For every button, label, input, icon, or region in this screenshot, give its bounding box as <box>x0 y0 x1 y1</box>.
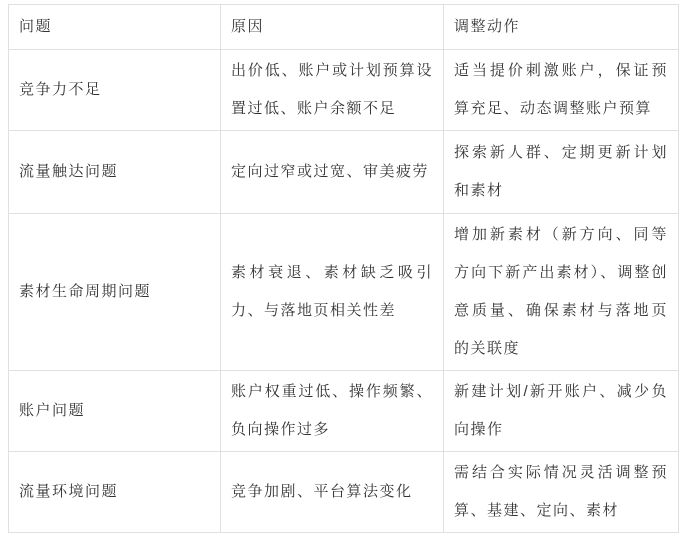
table-header-row <box>9 5 679 50</box>
action-cell: 需结合实际情况灵活调整预算、基建、定向、素材 <box>444 452 679 533</box>
problem-cell: 素材生命周期问题 <box>9 214 221 371</box>
table-header-action: 调整动作 <box>444 5 679 50</box>
table-header-problem: 问题 <box>9 5 221 50</box>
cause-cell: 账户权重过低、操作频繁、负向操作过多 <box>221 371 444 452</box>
cause-cell: 出价低、账户或计划预算设置过低、账户余额不足 <box>221 50 444 131</box>
table-row <box>9 214 679 371</box>
action-cell: 新建计划/新开账户、减少负向操作 <box>444 371 679 452</box>
problem-cell: 流量环境问题 <box>9 452 221 533</box>
cause-cell: 素材衰退、素材缺乏吸引力、与落地页相关性差 <box>221 214 444 371</box>
troubleshooting-table-container <box>8 4 678 533</box>
problem-cell: 账户问题 <box>9 371 221 452</box>
problem-cell: 流量触达问题 <box>9 131 221 214</box>
cause-cell: 定向过窄或过宽、审美疲劳 <box>221 131 444 214</box>
cause-cell: 竞争加剧、平台算法变化 <box>221 452 444 533</box>
action-cell: 探索新人群、定期更新计划和素材 <box>444 131 679 214</box>
table-header-cause: 原因 <box>221 5 444 50</box>
action-cell: 增加新素材（新方向、同等方向下新产出素材）、调整创意质量、确保素材与落地页的关联度 <box>444 214 679 371</box>
ad-troubleshooting-table <box>8 4 679 533</box>
table-row <box>9 371 679 452</box>
table-row <box>9 50 679 131</box>
action-cell: 适当提价刺激账户，保证预算充足、动态调整账户预算 <box>444 50 679 131</box>
problem-cell: 竞争力不足 <box>9 50 221 131</box>
table-row <box>9 131 679 214</box>
table-row <box>9 452 679 533</box>
